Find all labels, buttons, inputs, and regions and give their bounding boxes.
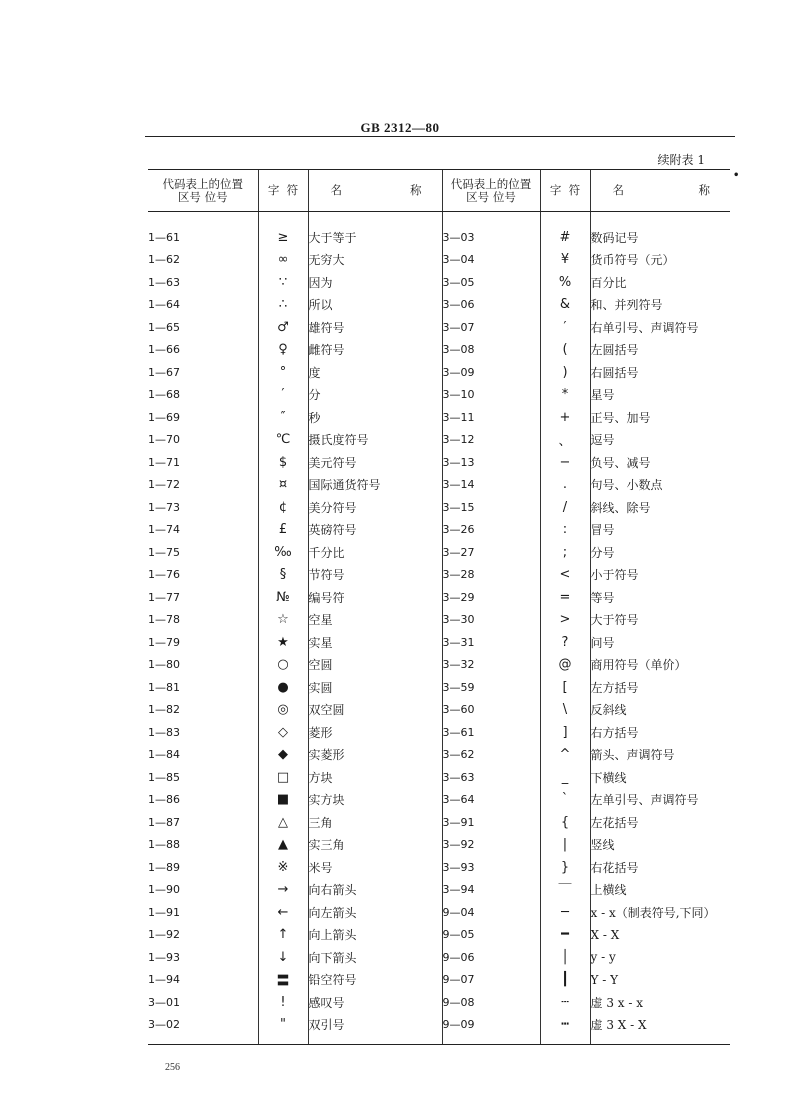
- code-position: 9—07: [442, 969, 540, 992]
- code-position: 1—88: [148, 838, 180, 852]
- code-position: 1—80: [148, 658, 180, 672]
- character-name: 实方块: [308, 789, 442, 812]
- character-name: 三角: [308, 811, 442, 834]
- table-row: [148, 856, 730, 879]
- table-row: [148, 294, 730, 317]
- character-name: 度: [308, 361, 442, 384]
- code-position: 3—11: [442, 406, 540, 429]
- character-symbol: −: [540, 451, 590, 474]
- code-position: 1—89: [148, 860, 180, 874]
- character-symbol: [: [540, 676, 590, 699]
- character-name: 句号、小数点: [590, 474, 730, 497]
- character-symbol: .: [540, 474, 590, 497]
- character-name: 左方括号: [590, 676, 730, 699]
- character-name: 千分比: [308, 541, 442, 564]
- code-position: 1—72: [148, 478, 180, 492]
- code-position: 3—09: [442, 361, 540, 384]
- code-position: 1—93: [148, 950, 180, 964]
- character-name: 货币符号（元）: [590, 249, 730, 272]
- character-symbol: ━: [540, 924, 590, 947]
- character-symbol: △: [258, 811, 308, 834]
- code-position: 1—83: [148, 725, 180, 739]
- code-position: 1—91: [148, 905, 180, 919]
- character-symbol: ↓: [258, 946, 308, 969]
- code-position: 3—94: [442, 879, 540, 902]
- code-position: 3—26: [442, 519, 540, 542]
- character-name: 下横线: [590, 766, 730, 789]
- table-row: [148, 1014, 730, 1045]
- character-name: 米号: [308, 856, 442, 879]
- header-code-position: 代码表上的位置 区号 位号: [148, 170, 258, 212]
- character-symbol: ■: [258, 789, 308, 812]
- code-position: 3—03: [442, 212, 540, 249]
- character-symbol: ◎: [258, 699, 308, 722]
- character-name: 负号、减号: [590, 451, 730, 474]
- character-symbol: %: [540, 271, 590, 294]
- table-row: [148, 766, 730, 789]
- table-row: [148, 654, 730, 677]
- code-position: 1—79: [148, 635, 180, 649]
- character-name: 分号: [590, 541, 730, 564]
- table-row: [148, 541, 730, 564]
- character-name: 所以: [308, 294, 442, 317]
- code-position: 9—09: [442, 1014, 540, 1045]
- character-symbol: ↑: [258, 924, 308, 947]
- code-position: 3—04: [442, 249, 540, 272]
- character-symbol: ○: [258, 654, 308, 677]
- character-symbol: ┄: [540, 991, 590, 1014]
- code-position: 3—64: [442, 789, 540, 812]
- table-row: [148, 586, 730, 609]
- character-name: 菱形: [308, 721, 442, 744]
- character-name: 右单引号、声调符号: [590, 316, 730, 339]
- character-symbol: ¥: [540, 249, 590, 272]
- code-position: 3—93: [442, 856, 540, 879]
- code-position: 1—70: [148, 433, 180, 447]
- character-name: 逗号: [590, 429, 730, 452]
- code-position: 3—13: [442, 451, 540, 474]
- character-name: 等号: [590, 586, 730, 609]
- character-name: 左单引号、声调符号: [590, 789, 730, 812]
- character-name: 问号: [590, 631, 730, 654]
- character-symbol: _: [540, 766, 590, 789]
- code-position: 3—91: [442, 811, 540, 834]
- table-row: [148, 609, 730, 632]
- character-symbol: ″: [258, 406, 308, 429]
- code-position: 3—29: [442, 586, 540, 609]
- code-position: 1—87: [148, 815, 180, 829]
- character-symbol: $: [258, 451, 308, 474]
- table-row: [148, 721, 730, 744]
- code-position: 3—12: [442, 429, 540, 452]
- code-position: 3—05: [442, 271, 540, 294]
- table-row: [148, 429, 730, 452]
- character-name: 反斜线: [590, 699, 730, 722]
- code-position: 3—14: [442, 474, 540, 497]
- code-position: 9—08: [442, 991, 540, 1014]
- continuation-label: 续附表 1: [657, 153, 705, 167]
- character-name: 大于符号: [590, 609, 730, 632]
- table-row: [148, 699, 730, 722]
- character-name: 国际通货符号: [308, 474, 442, 497]
- code-position: 1—71: [148, 455, 180, 469]
- code-position: 1—61: [148, 230, 180, 244]
- character-name: 双空圆: [308, 699, 442, 722]
- character-symbol: ?: [540, 631, 590, 654]
- character-name: 商用符号（单价）: [590, 654, 730, 677]
- character-symbol: ℃: [258, 429, 308, 452]
- code-position: 3—92: [442, 834, 540, 857]
- character-name: 左花括号: [590, 811, 730, 834]
- code-position: 3—27: [442, 541, 540, 564]
- character-name: 右花括号: [590, 856, 730, 879]
- character-symbol: (: [540, 339, 590, 362]
- character-symbol: +: [540, 406, 590, 429]
- code-position: 3—30: [442, 609, 540, 632]
- table-row: [148, 879, 730, 902]
- header-character-2: 字 符: [540, 170, 590, 212]
- character-symbol: ): [540, 361, 590, 384]
- code-position: 3—08: [442, 339, 540, 362]
- character-symbol: ∴: [258, 294, 308, 317]
- character-symbol: ♂: [258, 316, 308, 339]
- code-position: 1—90: [148, 883, 180, 897]
- table-row: [148, 789, 730, 812]
- character-symbol: /: [540, 496, 590, 519]
- code-position: 3—60: [442, 699, 540, 722]
- character-name: 美分符号: [308, 496, 442, 519]
- character-name: 向上箭头: [308, 924, 442, 947]
- table-row: [148, 384, 730, 407]
- character-symbol: :: [540, 519, 590, 542]
- table-row: [148, 991, 730, 1014]
- table-row: [148, 496, 730, 519]
- character-name: 右方括号: [590, 721, 730, 744]
- character-symbol: #: [540, 212, 590, 249]
- character-symbol: ※: [258, 856, 308, 879]
- character-name: 空星: [308, 609, 442, 632]
- code-position: 1—94: [148, 973, 180, 987]
- character-symbol: @: [540, 654, 590, 677]
- table-row: [148, 519, 730, 542]
- character-name: 小于符号: [590, 564, 730, 587]
- character-name: 实三角: [308, 834, 442, 857]
- character-name: 竖线: [590, 834, 730, 857]
- character-symbol: ┅: [540, 1014, 590, 1045]
- character-name: 和、并列符号: [590, 294, 730, 317]
- code-position: 3—31: [442, 631, 540, 654]
- character-symbol: №: [258, 586, 308, 609]
- code-position: 3—07: [442, 316, 540, 339]
- character-name: x - x（制表符号,下同）: [590, 901, 730, 924]
- code-position: 1—85: [148, 770, 180, 784]
- table-row: [148, 901, 730, 924]
- code-position: 1—73: [148, 500, 180, 514]
- character-name: 箭头、声调符号: [590, 744, 730, 767]
- code-position: 1—62: [148, 253, 180, 267]
- character-name: 大于等于: [308, 212, 442, 249]
- code-position: 1—68: [148, 388, 180, 402]
- page-number: 256: [165, 1062, 180, 1073]
- code-position: 1—64: [148, 298, 180, 312]
- table-row: [148, 564, 730, 587]
- character-name: 实圆: [308, 676, 442, 699]
- character-symbol: *: [540, 384, 590, 407]
- character-symbol: │: [540, 946, 590, 969]
- table-row: [148, 249, 730, 272]
- table-row: [148, 631, 730, 654]
- character-symbol: ′: [258, 384, 308, 407]
- character-name: 秒: [308, 406, 442, 429]
- character-symbol: ]: [540, 721, 590, 744]
- code-position: 1—69: [148, 410, 180, 424]
- character-symbol: ∞: [258, 249, 308, 272]
- code-position: 3—02: [148, 1014, 258, 1045]
- character-symbol: §: [258, 564, 308, 587]
- code-position: 3—01: [148, 995, 180, 1009]
- table-row: [148, 339, 730, 362]
- character-symbol: ☆: [258, 609, 308, 632]
- character-symbol: 〓: [258, 969, 308, 992]
- character-symbol: ─: [540, 901, 590, 924]
- code-position: 1—82: [148, 703, 180, 717]
- character-name: 数码记号: [590, 212, 730, 249]
- character-symbol: !: [258, 991, 308, 1014]
- character-name: 右圆括号: [590, 361, 730, 384]
- code-position: 1—65: [148, 320, 180, 334]
- character-symbol: |: [540, 834, 590, 857]
- character-name: 分: [308, 384, 442, 407]
- table-row: [148, 406, 730, 429]
- character-symbol: {: [540, 811, 590, 834]
- code-position: 9—05: [442, 924, 540, 947]
- header-name: 名 称: [308, 170, 442, 212]
- character-symbol: >: [540, 609, 590, 632]
- character-symbol: ◆: [258, 744, 308, 767]
- table-row: [148, 744, 730, 767]
- table-row: [148, 361, 730, 384]
- character-symbol: £: [258, 519, 308, 542]
- character-symbol: ≥: [258, 212, 308, 249]
- code-position: 1—76: [148, 568, 180, 582]
- gb2312-code-table: [148, 169, 730, 1045]
- character-symbol: □: [258, 766, 308, 789]
- character-name: Y - Y: [590, 969, 730, 992]
- character-name: 双引号: [308, 1014, 442, 1045]
- character-name: 节符号: [308, 564, 442, 587]
- character-name: 星号: [590, 384, 730, 407]
- character-name: 斜线、除号: [590, 496, 730, 519]
- character-name: 虚 3 X - X: [590, 1014, 730, 1045]
- character-symbol: <: [540, 564, 590, 587]
- character-name: 编号符: [308, 586, 442, 609]
- table-row: [148, 969, 730, 992]
- character-name: 摄氏度符号: [308, 429, 442, 452]
- code-position: 1—74: [148, 523, 180, 537]
- character-symbol: ′: [540, 316, 590, 339]
- character-symbol: &: [540, 294, 590, 317]
- table-row: [148, 834, 730, 857]
- table-row: [148, 271, 730, 294]
- character-symbol: ★: [258, 631, 308, 654]
- table-row: [148, 676, 730, 699]
- character-symbol: ●: [258, 676, 308, 699]
- table-row: [148, 946, 730, 969]
- character-name: 向右箭头: [308, 879, 442, 902]
- character-name: 感叹号: [308, 991, 442, 1014]
- code-position: 1—67: [148, 365, 180, 379]
- header-code-position-2: 代码表上的位置 区号 位号: [442, 170, 540, 212]
- character-name: 无穷大: [308, 249, 442, 272]
- character-symbol: =: [540, 586, 590, 609]
- character-symbol: }: [540, 856, 590, 879]
- character-name: 美元符号: [308, 451, 442, 474]
- code-position: 3—06: [442, 294, 540, 317]
- character-symbol: ;: [540, 541, 590, 564]
- top-rule: [145, 136, 735, 137]
- code-position: 9—06: [442, 946, 540, 969]
- table-row: [148, 451, 730, 474]
- character-name: y - y: [590, 946, 730, 969]
- code-position: 3—59: [442, 676, 540, 699]
- character-symbol: 、: [540, 429, 590, 452]
- character-symbol: ♀: [258, 339, 308, 362]
- code-position: 3—28: [442, 564, 540, 587]
- header-character: 字 符: [258, 170, 308, 212]
- character-name: 雄符号: [308, 316, 442, 339]
- margin-mark: •: [733, 170, 740, 181]
- character-symbol: ": [258, 1014, 308, 1045]
- table-row: [148, 212, 730, 249]
- code-position: 9—04: [442, 901, 540, 924]
- code-position: 1—77: [148, 590, 180, 604]
- header-name-2: 名 称: [590, 170, 730, 212]
- character-symbol: ¤: [258, 474, 308, 497]
- character-symbol: °: [258, 361, 308, 384]
- character-name: 向下箭头: [308, 946, 442, 969]
- code-position: 3—10: [442, 384, 540, 407]
- table-row: [148, 316, 730, 339]
- character-name: 百分比: [590, 271, 730, 294]
- character-name: 因为: [308, 271, 442, 294]
- code-position: 1—84: [148, 748, 180, 762]
- character-name: 雌符号: [308, 339, 442, 362]
- character-symbol: ▲: [258, 834, 308, 857]
- character-symbol: ◇: [258, 721, 308, 744]
- character-symbol: ←: [258, 901, 308, 924]
- code-position: 1—78: [148, 613, 180, 627]
- character-symbol: ^: [540, 744, 590, 767]
- table-row: [148, 474, 730, 497]
- character-name: 上横线: [590, 879, 730, 902]
- code-position: 1—63: [148, 275, 180, 289]
- character-name: 虚 3 x - x: [590, 991, 730, 1014]
- code-position: 3—61: [442, 721, 540, 744]
- character-name: 正号、加号: [590, 406, 730, 429]
- code-position: 1—86: [148, 793, 180, 807]
- code-position: 1—92: [148, 928, 180, 942]
- code-position: 3—62: [442, 744, 540, 767]
- standard-number: GB 2312—80: [360, 120, 440, 135]
- character-name: 实星: [308, 631, 442, 654]
- character-symbol: ￣: [540, 879, 590, 902]
- character-name: 空圆: [308, 654, 442, 677]
- code-position: 3—15: [442, 496, 540, 519]
- character-name: 英磅符号: [308, 519, 442, 542]
- character-name: 实菱形: [308, 744, 442, 767]
- code-position: 1—75: [148, 545, 180, 559]
- character-symbol: ∵: [258, 271, 308, 294]
- character-symbol: \: [540, 699, 590, 722]
- table-header-row: [148, 170, 730, 212]
- character-symbol: →: [258, 879, 308, 902]
- character-name: 左圆括号: [590, 339, 730, 362]
- character-symbol: ¢: [258, 496, 308, 519]
- character-symbol: ┃: [540, 969, 590, 992]
- code-position: 1—66: [148, 343, 180, 357]
- character-name: 方块: [308, 766, 442, 789]
- character-name: 冒号: [590, 519, 730, 542]
- table-row: [148, 811, 730, 834]
- character-name: 向左箭头: [308, 901, 442, 924]
- code-position: 3—32: [442, 654, 540, 677]
- character-symbol: `: [540, 789, 590, 812]
- character-name: X - X: [590, 924, 730, 947]
- character-name: 铅空符号: [308, 969, 442, 992]
- table-row: [148, 924, 730, 947]
- character-symbol: ‰: [258, 541, 308, 564]
- code-position: 1—81: [148, 680, 180, 694]
- code-position: 3—63: [442, 766, 540, 789]
